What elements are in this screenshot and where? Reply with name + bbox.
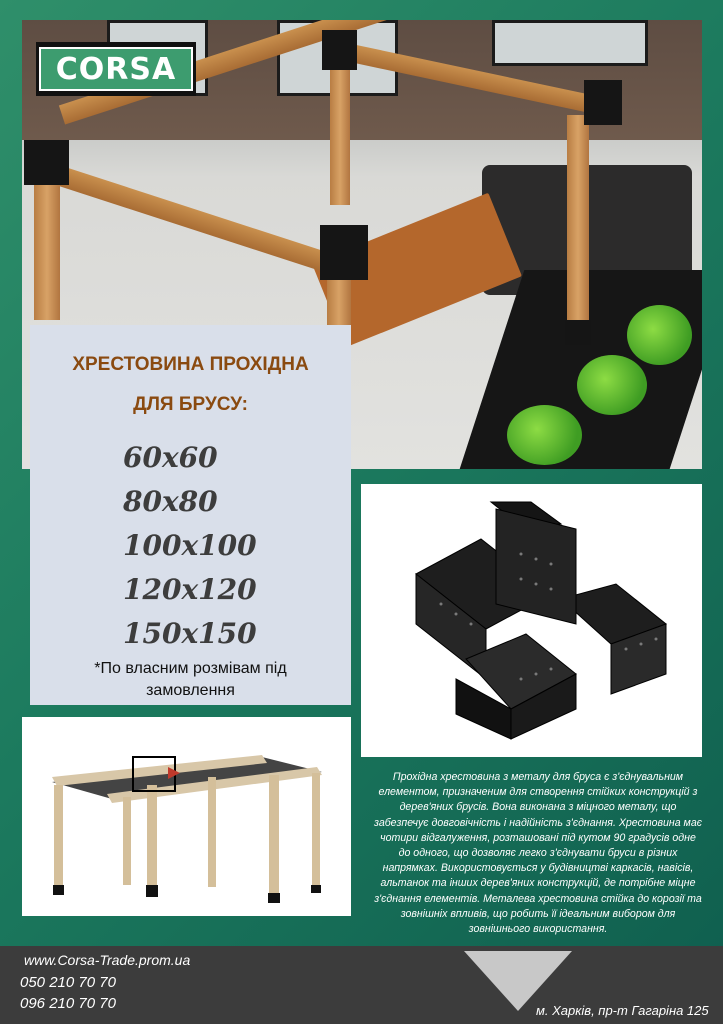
brand-logo <box>36 42 196 96</box>
connector-arm <box>496 509 576 624</box>
product-title <box>30 345 351 425</box>
pergola-post <box>269 775 279 903</box>
wood-post <box>567 115 589 330</box>
size-item: 80x80 <box>123 485 218 518</box>
bush <box>627 305 692 365</box>
metal-bracket <box>584 80 622 125</box>
cross-connector-illustration <box>361 484 702 757</box>
product-title-line2: ДЛЯ БРУСУ: <box>133 394 248 415</box>
metal-bracket <box>24 140 69 185</box>
size-item: 120x120 <box>123 573 257 606</box>
custom-size-note <box>30 658 351 702</box>
custom-note-line1: *По власним розмівам під <box>94 660 287 677</box>
pergola-post <box>312 773 320 893</box>
size-item: 60x60 <box>123 441 218 474</box>
metal-bracket <box>565 320 591 345</box>
post-base <box>53 885 64 895</box>
custom-note-line2: замовлення <box>146 682 235 699</box>
pergola-illustration <box>22 717 351 916</box>
address: м. Харків, пр-т Гагаріна 125 <box>536 1003 709 1018</box>
pergola-post <box>123 797 131 885</box>
phone-number[interactable]: 096 210 70 70 <box>20 995 116 1012</box>
website-link[interactable]: www.Corsa-Trade.prom.ua <box>24 952 191 968</box>
post-base <box>268 893 280 903</box>
window <box>492 20 648 66</box>
metal-bracket <box>320 225 368 280</box>
phone-number[interactable]: 050 210 70 70 <box>20 974 116 991</box>
post-base <box>146 885 158 897</box>
pergola-post <box>147 785 157 897</box>
sizes-panel <box>30 325 351 705</box>
pergola-post <box>208 777 216 887</box>
bush <box>577 355 647 415</box>
size-item: 100x100 <box>123 529 257 562</box>
brand-logo-text: CORSA <box>39 47 193 91</box>
wood-beam <box>39 160 350 278</box>
triangle-decoration <box>464 951 572 1011</box>
pergola-post <box>54 785 63 895</box>
pergola-image <box>22 717 351 916</box>
post-base <box>311 885 321 893</box>
product-description: Прохідна хрестовина з металу для бруса є з'єднувальним елементом, призначеним для створення стійких конструкцій з дерев'яних брусів. Вона виконана з міцного металу, що забезпечує довговічність і надійність з'єднання. Хрестовина має чотири відгалуження, розташовані під кутом 90 градусів одне до одного, що дозволяє легко з'єднувати бруси в різних напрямках. Використовується у будівництві каркасів, навісів, альтанок та інших дерев'яних конструкцій, де потрібне міцне з'єднання елементів. Металева хрестовина стійка до корозії та зовнішніх впливів, що робить її ідеальним вибором для зовнішнього використання. <box>374 771 702 936</box>
product-image <box>361 484 702 757</box>
product-title-line1: ХРЕСТОВИНА ПРОХІДНА <box>72 354 309 375</box>
size-item: 150x150 <box>123 617 257 650</box>
wood-post <box>34 180 60 320</box>
metal-bracket <box>322 30 357 70</box>
bush <box>507 405 582 465</box>
